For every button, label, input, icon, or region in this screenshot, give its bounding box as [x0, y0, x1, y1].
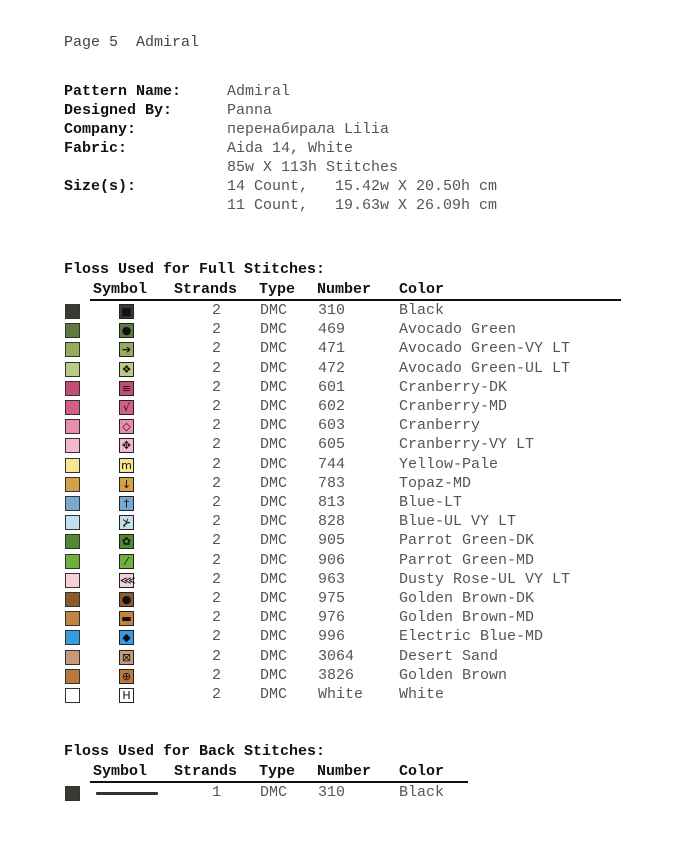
- number-value: 996: [318, 628, 346, 646]
- pattern-info: [64, 82, 497, 215]
- info-row: [64, 139, 497, 158]
- header-symbol: Symbol: [93, 281, 148, 298]
- type-value: DMC: [260, 321, 288, 339]
- back-header-number: Number: [317, 763, 372, 780]
- number-value: 813: [318, 494, 346, 511]
- color-name: Cranberry: [399, 417, 481, 435]
- number-value: 828: [318, 513, 346, 531]
- header-number: Number: [317, 281, 372, 298]
- type-value: DMC: [260, 398, 288, 415]
- color-swatch: [65, 650, 80, 665]
- info-key: Designed By:: [64, 102, 173, 119]
- number-value: 603: [318, 417, 346, 435]
- color-name: Parrot Green-MD: [399, 551, 535, 569]
- strands-value: 2: [212, 474, 222, 492]
- color-swatch: [65, 438, 80, 453]
- strands-value: 2: [212, 417, 222, 435]
- stitch-symbol: ◆: [119, 630, 134, 645]
- color-swatch: [65, 688, 80, 703]
- floss-row: [64, 552, 624, 571]
- type-value: DMC: [260, 666, 288, 684]
- stitch-symbol: m: [119, 458, 134, 473]
- type-value: DMC: [260, 570, 288, 588]
- color-swatch: [65, 477, 80, 492]
- color-swatch: [65, 342, 80, 357]
- number-value: 3064: [318, 647, 355, 665]
- color-name: Avocado Green: [399, 321, 517, 339]
- floss-row: [64, 417, 624, 436]
- color-name: Black: [399, 302, 445, 319]
- color-name: Topaz-MD: [399, 474, 472, 492]
- number-value: 472: [318, 359, 346, 377]
- info-key: [64, 196, 227, 215]
- strands-value: 2: [212, 359, 222, 377]
- stitch-symbol: ↓: [119, 477, 134, 492]
- number-value: 783: [318, 474, 346, 492]
- stitch-symbol: ◇: [119, 419, 134, 434]
- type-value: DMC: [260, 628, 288, 646]
- color-name: Golden Brown-MD: [399, 609, 535, 627]
- color-swatch: [65, 496, 80, 511]
- strands-value: 2: [212, 628, 222, 646]
- info-value: Aida 14, White: [227, 140, 354, 157]
- type-value: DMC: [260, 436, 288, 454]
- strands-value: 2: [212, 647, 222, 665]
- info-row: [64, 158, 497, 177]
- color-swatch: [65, 304, 80, 319]
- type-value: DMC: [260, 494, 288, 511]
- floss-row: [64, 571, 624, 590]
- strands-value: 2: [212, 398, 222, 415]
- number-value: 471: [318, 340, 346, 358]
- strands-value: 2: [212, 513, 222, 531]
- floss-row: [64, 494, 624, 513]
- number-value: 975: [318, 590, 346, 607]
- color-name: Desert Sand: [399, 647, 499, 665]
- header-type: Type: [259, 281, 296, 298]
- color-swatch: [65, 630, 80, 645]
- stitch-symbol: ✿: [119, 534, 134, 549]
- floss-row: [64, 513, 624, 532]
- floss-row: [64, 398, 624, 417]
- color-swatch: [65, 534, 80, 549]
- strands-value: 2: [212, 686, 222, 703]
- floss-row: [64, 667, 624, 686]
- info-value: 11 Count, 19.63w X 26.09h cm: [227, 197, 498, 214]
- stitch-symbol: ❖: [119, 362, 134, 377]
- strands-value: 2: [212, 321, 222, 339]
- type-value: DMC: [260, 647, 288, 665]
- info-row: [64, 101, 497, 120]
- page-label: Page 5 Admiral: [64, 34, 200, 51]
- stitch-symbol: ⋘: [120, 573, 136, 587]
- type-value: DMC: [260, 359, 288, 377]
- color-name: Blue-UL VY LT: [399, 513, 517, 531]
- type-value: DMC: [260, 609, 288, 627]
- info-value: Panna: [227, 102, 273, 119]
- number-value: 310: [318, 302, 346, 319]
- color-name: Golden Brown-DK: [399, 590, 535, 607]
- strands-value: 2: [212, 666, 222, 684]
- type-value: DMC: [260, 378, 288, 396]
- stitch-symbol: ⊠: [119, 650, 134, 665]
- header-strands: Strands: [174, 281, 238, 298]
- type-value: DMC: [260, 513, 288, 531]
- back-header-rule: [90, 781, 468, 783]
- number-value: 906: [318, 551, 346, 569]
- color-swatch: [65, 554, 80, 569]
- color-swatch: [65, 419, 80, 434]
- color-name: Avocado Green-VY LT: [399, 340, 571, 358]
- type-value: DMC: [260, 551, 288, 569]
- color-swatch: [65, 323, 80, 338]
- stitch-symbol: ▬: [119, 611, 134, 626]
- type-value: DMC: [260, 686, 288, 703]
- color-swatch: [65, 611, 80, 626]
- number-value: 976: [318, 609, 346, 627]
- info-row: [64, 82, 497, 101]
- color-name: Golden Brown: [399, 666, 508, 684]
- color-name: Avocado Green-UL LT: [399, 359, 571, 377]
- type-value: DMC: [260, 784, 288, 801]
- info-value: Admiral: [227, 83, 291, 100]
- floss-row: [64, 360, 624, 379]
- type-value: DMC: [260, 417, 288, 435]
- number-value: 963: [318, 570, 346, 588]
- color-name: Blue-LT: [399, 494, 463, 511]
- stitch-symbol: ✥: [119, 438, 134, 453]
- floss-row: [64, 648, 624, 667]
- stitch-symbol: H: [119, 688, 134, 703]
- back-floss-row: [64, 784, 624, 803]
- floss-row: [64, 379, 624, 398]
- strands-value: 2: [212, 302, 222, 319]
- floss-row: [64, 321, 624, 340]
- info-value: 85w X 113h Stitches: [227, 159, 399, 176]
- floss-row: [64, 302, 624, 321]
- info-key: Fabric:: [64, 140, 128, 157]
- color-name: Cranberry-MD: [399, 398, 508, 415]
- header-rule: [90, 299, 621, 301]
- color-name: Electric Blue-MD: [399, 628, 544, 646]
- info-key: [64, 158, 227, 177]
- color-name: Yellow-Pale: [399, 455, 499, 473]
- number-value: 744: [318, 455, 346, 473]
- number-value: 601: [318, 378, 346, 396]
- stitch-symbol: ⊕: [119, 669, 134, 684]
- info-key: Pattern Name:: [64, 83, 182, 100]
- stitch-symbol: ⊁: [119, 515, 134, 530]
- color-name: Cranberry-VY LT: [399, 436, 535, 454]
- color-swatch: [65, 458, 80, 473]
- back-stitches-title: Floss Used for Back Stitches:: [64, 743, 326, 760]
- floss-row: [64, 590, 624, 609]
- info-row: [64, 120, 497, 139]
- color-swatch: [65, 362, 80, 377]
- floss-row: [64, 475, 624, 494]
- floss-row: [64, 340, 624, 359]
- color-swatch: [65, 669, 80, 684]
- full-stitches-title: Floss Used for Full Stitches:: [64, 261, 326, 278]
- stitch-symbol: ●: [119, 323, 134, 338]
- stitch-symbol: †: [119, 496, 134, 511]
- color-name: Parrot Green-DK: [399, 532, 535, 550]
- info-value: 14 Count, 15.42w X 20.50h cm: [227, 178, 498, 195]
- floss-row: [64, 628, 624, 647]
- type-value: DMC: [260, 340, 288, 358]
- info-row: [64, 177, 497, 196]
- color-name: Dusty Rose-UL VY LT: [399, 570, 571, 588]
- floss-row: [64, 436, 624, 455]
- floss-row: [64, 532, 624, 551]
- back-header-strands: Strands: [174, 763, 238, 780]
- type-value: DMC: [260, 455, 288, 473]
- strands-value: 1: [212, 784, 222, 801]
- color-swatch: [65, 592, 80, 607]
- number-value: 469: [318, 321, 346, 339]
- strands-value: 2: [212, 570, 222, 588]
- number-value: 605: [318, 436, 346, 454]
- header-color: Color: [399, 281, 445, 298]
- stitch-symbol: ➔: [119, 342, 134, 357]
- info-value: перенабирала Lilia: [227, 121, 390, 138]
- color-swatch: [65, 400, 80, 415]
- stitch-symbol: √: [119, 400, 134, 415]
- info-key: Size(s):: [64, 178, 137, 195]
- stitch-symbol: ≡: [119, 381, 134, 396]
- floss-row: [64, 456, 624, 475]
- type-value: DMC: [260, 474, 288, 492]
- strands-value: 2: [212, 340, 222, 358]
- back-header-symbol: Symbol: [93, 763, 148, 780]
- strands-value: 2: [212, 378, 222, 396]
- strands-value: 2: [212, 436, 222, 454]
- type-value: DMC: [260, 532, 288, 550]
- number-value: 310: [318, 784, 346, 801]
- stitch-symbol: ■: [119, 304, 134, 319]
- backstitch-line-symbol: [96, 792, 158, 795]
- color-swatch: [65, 573, 80, 588]
- strands-value: 2: [212, 532, 222, 550]
- back-header-type: Type: [259, 763, 296, 780]
- color-swatch: [65, 381, 80, 396]
- number-value: 3826: [318, 666, 355, 684]
- type-value: DMC: [260, 590, 288, 607]
- back-header-color: Color: [399, 763, 445, 780]
- number-value: 602: [318, 398, 346, 415]
- color-name: Black: [399, 784, 445, 801]
- floss-row: [64, 609, 624, 628]
- stitch-symbol: ●: [119, 592, 134, 607]
- strands-value: 2: [212, 590, 222, 607]
- strands-value: 2: [212, 551, 222, 569]
- strands-value: 2: [212, 455, 222, 473]
- info-key: Company:: [64, 121, 137, 138]
- color-swatch: [65, 786, 80, 801]
- number-value: White: [318, 686, 364, 703]
- number-value: 905: [318, 532, 346, 550]
- floss-row: [64, 686, 624, 705]
- color-name: White: [399, 686, 445, 703]
- color-swatch: [65, 515, 80, 530]
- color-name: Cranberry-DK: [399, 378, 508, 396]
- stitch-symbol: ⁄: [119, 554, 134, 569]
- strands-value: 2: [212, 609, 222, 627]
- type-value: DMC: [260, 302, 288, 319]
- info-row: [64, 196, 497, 215]
- strands-value: 2: [212, 494, 222, 511]
